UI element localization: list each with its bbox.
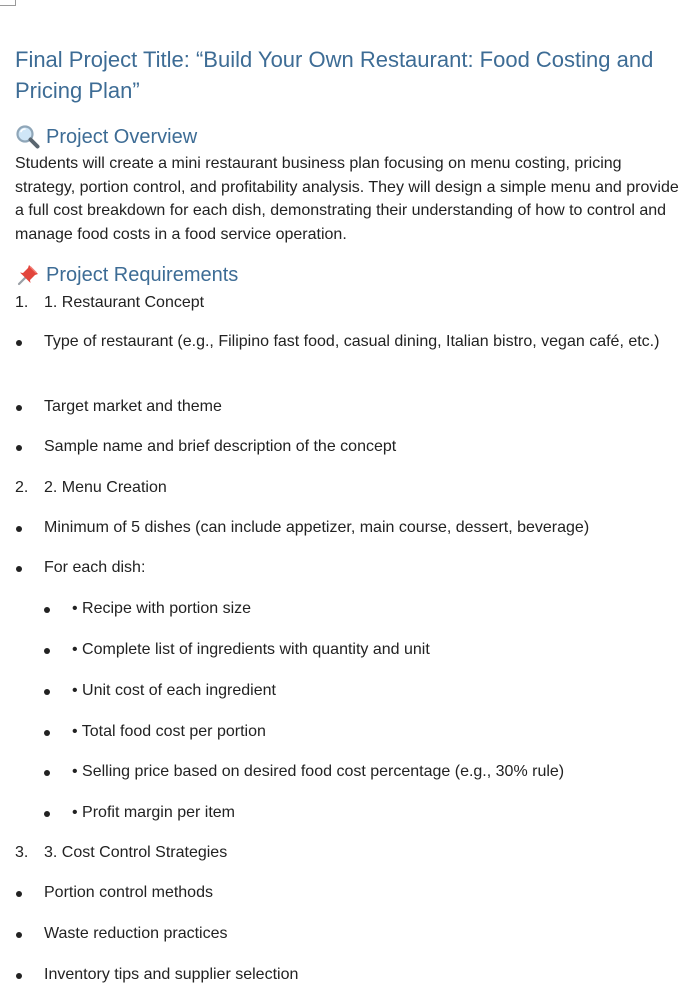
overview-heading [15, 124, 197, 150]
overview-paragraph: Students will create a mini restaurant business plan focusing on menu costing, pricing strategy, portion control, and profitability analysis. They will design a simple menu and provide a full cost breakdown for each dish, demonstrating their understanding of how to control and manage food costs in a food service operation. [15, 155, 679, 243]
sub-list-item-text: • Complete list of ingredients with quantity and unit [72, 641, 430, 658]
bullet-icon [44, 811, 50, 817]
list-item-text: Sample name and brief description of the concept [44, 438, 397, 455]
requirements-heading [15, 262, 238, 288]
bullet-icon [16, 445, 22, 451]
bullet-icon [44, 770, 50, 776]
bullet-icon [16, 340, 22, 346]
bullet-icon [16, 973, 22, 979]
requirements-heading-text: Project Requirements [46, 264, 239, 286]
overview-heading-text: Project Overview [46, 126, 198, 148]
list-number: 1. [15, 294, 29, 311]
section-title: 2. Menu Creation [44, 479, 167, 496]
bullet-icon [16, 932, 22, 938]
sub-list-item-text: • Recipe with portion size [72, 600, 252, 617]
list-item-text: Portion control methods [44, 884, 213, 901]
pushpin-emoji-icon [15, 262, 41, 288]
list-item-text: For each dish: [44, 559, 146, 576]
list-number: 2. [15, 479, 29, 496]
sub-list-item-text: • Selling price based on desired food cost percentage (e.g., 30% rule) [72, 763, 565, 780]
sub-list-item-text: • Profit margin per item [72, 804, 235, 821]
page-corner-mark [0, 0, 16, 6]
bullet-icon [44, 730, 50, 736]
sub-list-item-text: • Unit cost of each ingredient [72, 682, 276, 699]
list-item-text: Minimum of 5 dishes (can include appetizer, main course, dessert, beverage) [44, 519, 590, 536]
list-number: 3. [15, 844, 29, 861]
bullet-icon [44, 607, 50, 613]
bullet-icon [44, 648, 50, 654]
document-title: Final Project Title: “Build Your Own Restaurant: Food Costing and Pricing Plan” [15, 47, 654, 103]
section-title: 1. Restaurant Concept [44, 294, 205, 311]
magnifier-emoji-icon [15, 124, 41, 150]
list-item-text: Target market and theme [44, 398, 222, 415]
list-item-text: Inventory tips and supplier selection [44, 966, 299, 983]
list-item-text: Type of restaurant (e.g., Filipino fast food, casual dining, Italian bistro, vegan café, etc.) [44, 333, 660, 350]
section-title: 3. Cost Control Strategies [44, 844, 228, 861]
sub-list-item-text: • Total food cost per portion [72, 723, 266, 740]
bullet-icon [16, 526, 22, 532]
bullet-icon [16, 891, 22, 897]
list-item-text: Waste reduction practices [44, 925, 228, 942]
bullet-icon [44, 689, 50, 695]
bullet-icon [16, 405, 22, 411]
bullet-icon [16, 566, 22, 572]
